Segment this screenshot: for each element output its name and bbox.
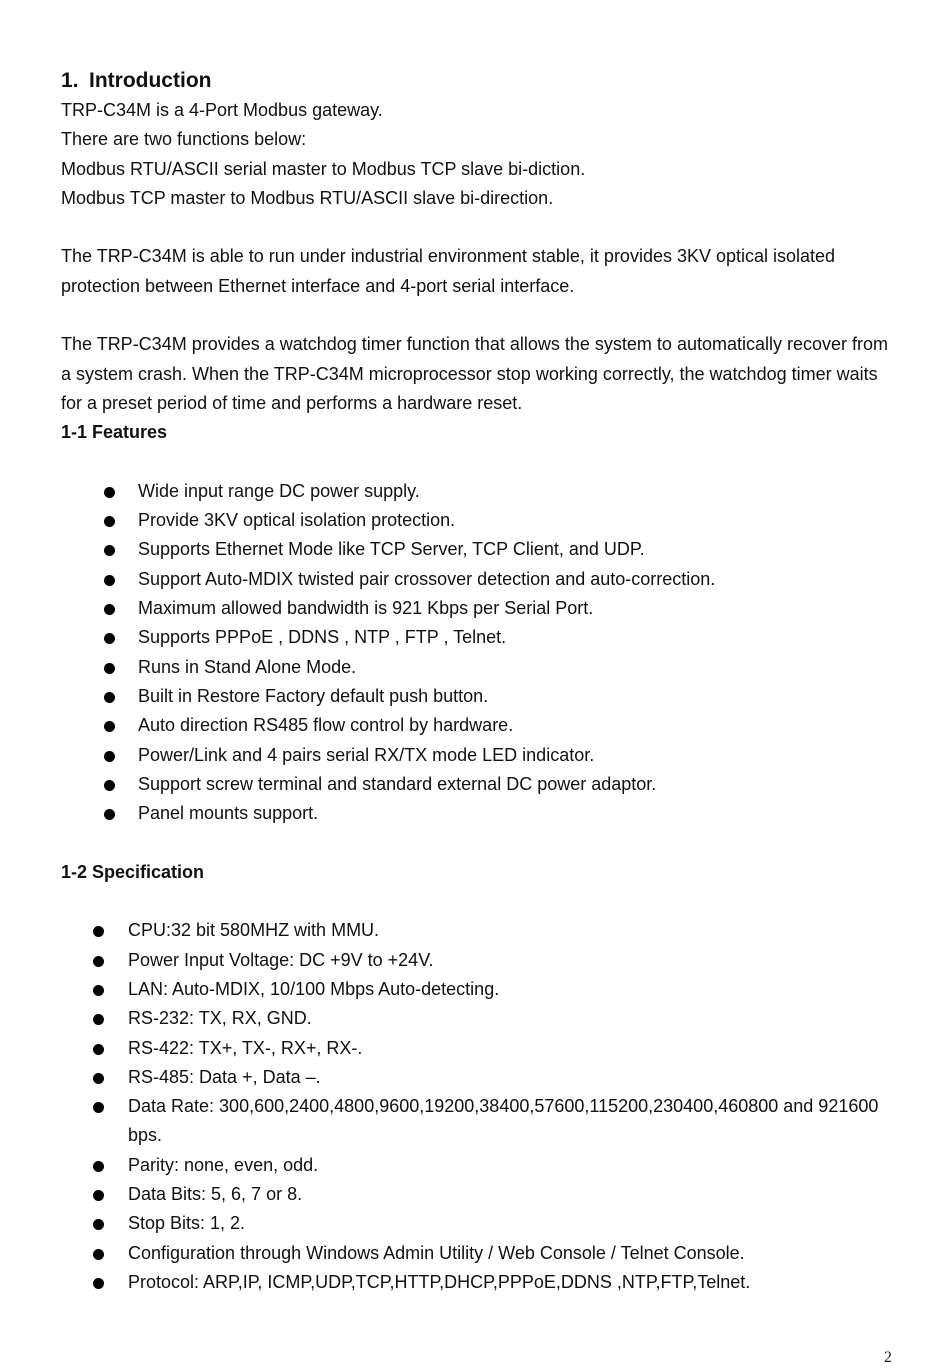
bullet-icon (93, 985, 104, 996)
bullet-icon (104, 663, 115, 674)
intro-line: TRP-C34M is a 4-Port Modbus gateway. (61, 100, 383, 120)
spec-item (61, 1063, 901, 1092)
feature-text: Auto direction RS485 flow control by hardware. (138, 715, 514, 736)
feature-item (61, 535, 901, 564)
feature-text: Power/Link and 4 pairs serial RX/TX mode LED indicator. (138, 744, 595, 765)
feature-text: Panel mounts support. (138, 803, 319, 824)
intro-line: There are two functions below: (61, 129, 307, 150)
feature-text: Built in Restore Factory default push button. (138, 685, 489, 706)
spec-item (61, 1180, 901, 1209)
spec-text: Protocol: ARP,IP, ICMP,UDP,TCP,HTTP,DHCP,PPPoE,DDNS ,NTP,FTP,Telnet. (128, 1271, 751, 1292)
bullet-icon (93, 926, 104, 937)
feature-item (61, 711, 901, 740)
feature-item (61, 506, 901, 535)
spec-item (61, 1268, 901, 1297)
feature-item (61, 770, 901, 799)
bullet-icon (104, 487, 115, 498)
page-number: 2 (884, 1349, 892, 1366)
spec-item (61, 1209, 901, 1238)
spec-text: Data Rate: 300,600,2400,4800,9600,19200,38400,57600,115200,230400,460800 and 921600 bps. (128, 1096, 879, 1146)
feature-item (61, 799, 901, 828)
bullet-icon (104, 516, 115, 527)
bullet-icon (104, 780, 115, 791)
feature-item (61, 623, 901, 652)
spec-item (61, 916, 901, 945)
spec-text: RS-485: Data +, Data –. (128, 1066, 321, 1087)
specification-list (61, 916, 901, 1297)
bullet-icon (104, 751, 115, 762)
spec-text: LAN: Auto-MDIX, 10/100 Mbps Auto-detecting. (128, 978, 500, 999)
bullet-icon (93, 1249, 104, 1260)
bullet-icon (93, 1014, 104, 1025)
intro-line: Modbus TCP master to Modbus RTU/ASCII slave bi-direction. (61, 187, 554, 208)
blank-line (61, 887, 901, 916)
spec-item (61, 1151, 901, 1180)
feature-text: Support screw terminal and standard external DC power adaptor. (138, 773, 657, 794)
specification-heading: 1-2 Specification (61, 861, 205, 882)
bullet-icon (93, 1044, 104, 1055)
bullet-icon (93, 1278, 104, 1289)
section-heading-introduction (61, 66, 901, 96)
feature-text: Runs in Stand Alone Mode. (138, 656, 357, 677)
features-list (61, 477, 901, 829)
bullet-icon (93, 1073, 104, 1084)
blank-line (61, 828, 901, 857)
bullet-icon (104, 633, 115, 644)
bullet-icon (93, 1161, 104, 1172)
bullet-icon (93, 1102, 104, 1113)
section-number: 1. (61, 69, 79, 92)
document-page (61, 66, 901, 1297)
feature-item (61, 565, 901, 594)
spec-text: Data Bits: 5, 6, 7 or 8. (128, 1183, 303, 1204)
bullet-icon (93, 1219, 104, 1230)
spec-text: RS-232: TX, RX, GND. (128, 1008, 312, 1029)
bullet-icon (104, 545, 115, 556)
spec-item (61, 1239, 901, 1268)
blank-line (61, 301, 901, 330)
feature-text: Support Auto-MDIX twisted pair crossover detection and auto-correction. (138, 568, 716, 589)
bullet-icon (93, 956, 104, 967)
blank-line (61, 448, 901, 477)
spec-text: Stop Bits: 1, 2. (128, 1213, 246, 1234)
features-heading: 1-1 Features (61, 422, 168, 443)
watchdog-paragraph: The TRP-C34M provides a watchdog timer function that allows the system to automatically recover from a system crash. When the TRP-C34M microprocessor stop working correctly, the watchdog timer waits for a preset period of time and performs a hardware reset. (61, 334, 889, 413)
feature-text: Provide 3KV optical isolation protection. (138, 510, 456, 531)
spec-text: CPU:32 bit 580MHZ with MMU. (128, 920, 380, 941)
feature-text: Maximum allowed bandwidth is 921 Kbps per Serial Port. (138, 598, 594, 619)
spec-item (61, 1034, 901, 1063)
spec-text: Power Input Voltage: DC +9V to +24V. (128, 949, 434, 970)
spec-item (61, 1092, 901, 1151)
bullet-icon (104, 575, 115, 586)
spec-text: RS-422: TX+, TX-, RX+, RX-. (128, 1037, 363, 1058)
feature-item (61, 741, 901, 770)
blank-line (61, 213, 901, 242)
spec-text: Configuration through Windows Admin Utility / Web Console / Telnet Console. (128, 1242, 745, 1263)
bullet-icon (104, 721, 115, 732)
bullet-icon (93, 1190, 104, 1201)
bullet-icon (104, 692, 115, 703)
isolation-paragraph: The TRP-C34M is able to run under industrial environment stable, it provides 3KV optical isolated protection between Ethernet interface and 4-port serial interface. (61, 246, 836, 296)
feature-text: Wide input range DC power supply. (138, 480, 420, 501)
section-title: Introduction (89, 69, 212, 92)
spec-text: Parity: none, even, odd. (128, 1154, 319, 1175)
feature-item (61, 682, 901, 711)
feature-item (61, 653, 901, 682)
intro-line: Modbus RTU/ASCII serial master to Modbus TCP slave bi-diction. (61, 158, 586, 179)
bullet-icon (104, 809, 115, 820)
feature-item (61, 477, 901, 506)
feature-text: Supports PPPoE , DDNS , NTP , FTP , Telnet. (138, 627, 507, 648)
bullet-icon (104, 604, 115, 615)
spec-item (61, 975, 901, 1004)
feature-item (61, 594, 901, 623)
feature-text: Supports Ethernet Mode like TCP Server, TCP Client, and UDP. (138, 539, 645, 560)
spec-item (61, 1004, 901, 1033)
spec-item (61, 946, 901, 975)
